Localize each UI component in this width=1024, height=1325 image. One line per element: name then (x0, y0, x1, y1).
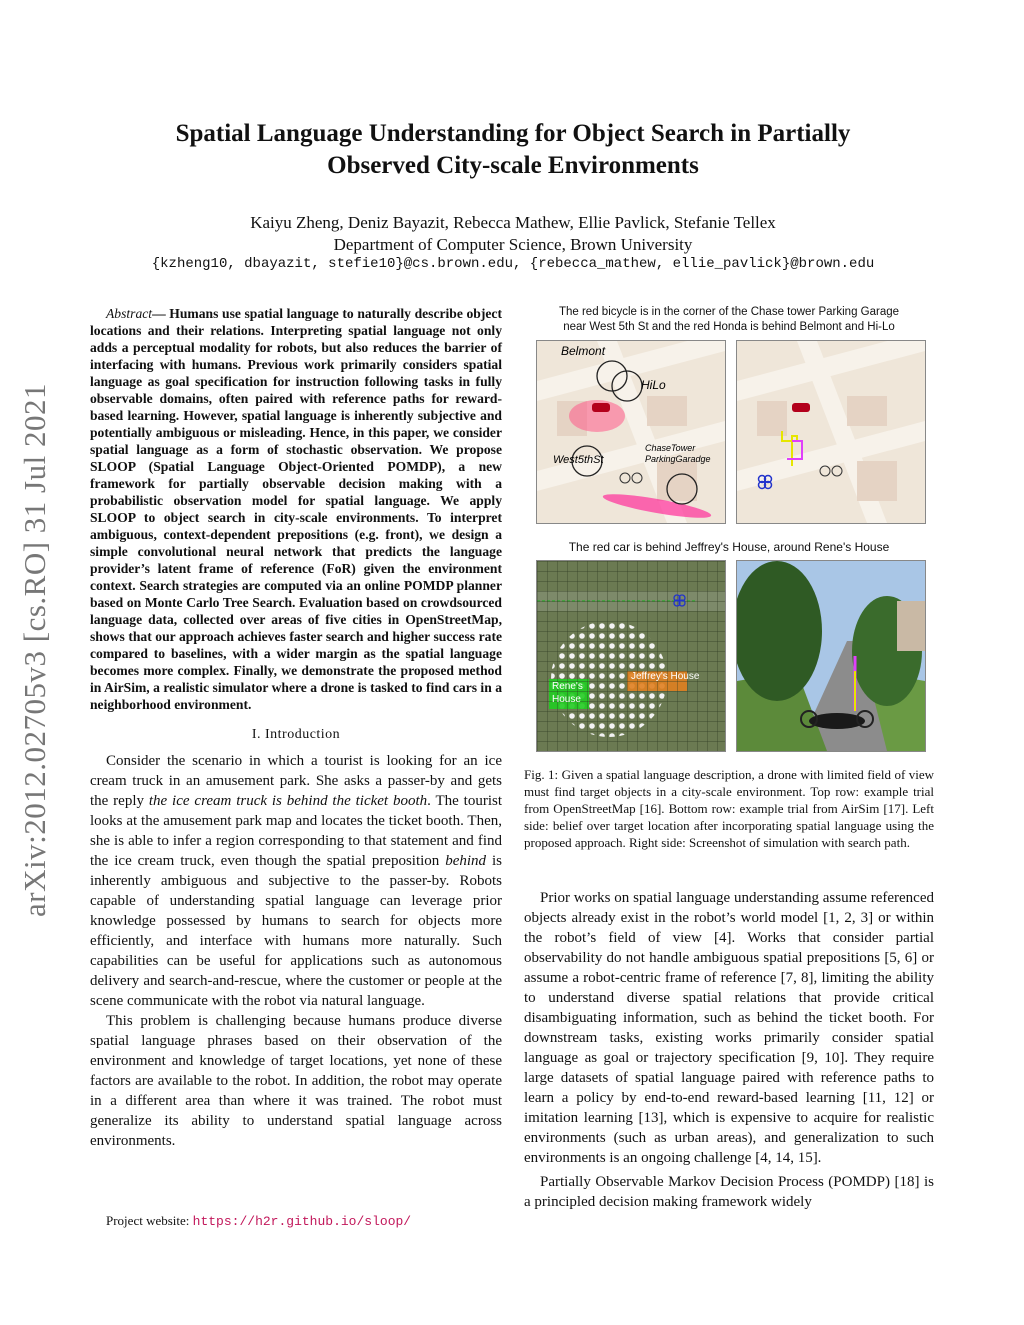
osm-belief-map (536, 340, 726, 524)
affiliation: Department of Computer Science, Brown University (333, 235, 693, 254)
intro-p1-b: . The tourist looks at the amusement park map and locates the ticket booth. Then, she is able to infer a region corresponding to that statement and find the ice cream truck, even though the spatial preposition (90, 793, 502, 869)
arxiv-id: arXiv:2012.02705v3 [cs.RO] 31 Jul 2021 (17, 383, 52, 917)
title-line-1: Spatial Language Understanding for Object Search in Partially (175, 120, 851, 147)
figure-top-caption-line1: The red bicycle is in the corner of the Chase tower Parking Garage (558, 306, 900, 318)
intro-p1-a: Consider the scenario in which a tourist is looking for an ice cream truck in an amusement park. She asks a passer-by and gets the reply (90, 753, 502, 809)
arxiv-sidebar (10, 360, 60, 940)
abstract-text: — Humans use spatial language to naturally describe object locations and their relations. Interpreting spatial language not only adds a perceptual modality for robots, but also reduces the barrier of interfacing with humans. Previous work primarily considers spatial language as goal specification for instruction following tasks in fully observable domains, often paired with reference paths for reward-based learning. However, spatial language is inherently subjective and potentially ambiguous or misleading. Hence, in this paper, we consider spatial language as a form of stochastic observation. We propose SLOOP (Spatial Language Object-Oriented POMDP), a new framework for partially observable decision making with a probabilistic observation model for spatial language. We apply SLOOP to object search in city-scale environments. To interpret ambiguous, context-dependent prepositions (e.g. front), we design a simple convolutional neural network that predicts the language provider’s latent frame of reference (FoR) given the environment context. Search strategies are computed via an online POMDP planner based on Monte Carlo Tree Search. Evaluation based on crowdsourced language data, collected over areas of five cities in OpenStreetMap, shows that our approach achieves faster search and higher success rate compared to baselines, with a wider margin as the spatial language becomes more complex. Finally, we demonstrate the proposed method in AirSim, a realistic simulator where a drone is tasked to find cars in a neighborhood environment. (90, 306, 502, 712)
intro-p1-em2: behind (445, 853, 487, 869)
paper-title (100, 118, 926, 182)
title-line-2: Observed City-scale Environments (327, 152, 699, 179)
figure-bottom-caption: The red car is behind Jeffrey's House, around Rene's House (568, 540, 890, 554)
project-link[interactable]: https://h2r.github.io/sloop/ (192, 1214, 412, 1229)
right-paragraph-2: Partially Observable Markov Decision Process (POMDP) [18] is a principled decision making framework widely (524, 1174, 934, 1210)
label-hilo: HiLo (641, 378, 666, 392)
label-belmont: Belmont (561, 344, 606, 358)
abstract-label: Abstract (106, 306, 153, 321)
osm-search-svg (737, 341, 925, 523)
intro-p1-em: the ice cream truck is behind the ticket booth (148, 793, 428, 809)
osm-belief-svg (537, 341, 725, 523)
airsim-belief-svg (537, 561, 725, 751)
footnote (106, 1213, 411, 1229)
label-chase-tower: ChaseTower (645, 443, 696, 453)
airsim-screenshot (736, 560, 926, 752)
intro-paragraph-2: This problem is challenging because humans produce diverse spatial language phrases based on their observation of the environment and knowledge of target locations, yet none of these factors are available to the robot. In addition, the robot may operate in a different area than where it was trained. The robot must generalize its ability to understand spatial language across environments. (90, 1013, 502, 1149)
osm-search-path-map (736, 340, 926, 524)
label-jeffreys-house: Jeffrey's House (631, 671, 700, 682)
figure-top-caption (524, 305, 934, 335)
intro-paragraph-1 (90, 751, 502, 1011)
airsim-belief-map (536, 560, 726, 752)
figure-caption: Fig. 1: Given a spatial language description, a drone with limited field of view must find target objects in a city-scale environment. Top row: example trial from OpenStreetMap [16]. Bottom row: example trial from AirSim [17]. Left side: belief over target location after incorporating spatial language using the proposed approach. Right side: Screenshot of simulation with search path. (524, 767, 934, 850)
airsim-screenshot-svg (737, 561, 925, 751)
abstract (90, 305, 502, 713)
label-renes: Rene's (552, 681, 583, 692)
emails: {kzheng10, dbayazit, stefie10}@cs.brown.edu, {rebecca_mathew, ellie_pavlick}@brown.edu (151, 256, 875, 272)
footnote-label: Project website: (106, 1213, 193, 1228)
author-block (100, 212, 926, 256)
label-parking: ParkingGaradge (645, 454, 711, 464)
left-column (90, 305, 502, 1151)
right-paragraph-1: Prior works on spatial language understanding assume referenced objects already exist in the robot’s world model [1, 2, 3] or within the robot’s field of view [4]. Works that consider partial observability do not handle ambiguous spatial prepositions [5, 6] or assume a robot-centric frame of reference [7, 8], limiting the ability to understand diverse spatial relations that provide critical disambiguating information, such as behind the ticket booth. For downstream tasks, existing works primarily consider spatial language as goal or trajectory specification [9, 10]. They require large datasets of spatial language paired with reference paths to learn a policy by end-to-end reward-based learning [11, 12] or imitation learning [13], which is expensive to acquire for realistic environments (such as urban areas), and generalization to such environments is an ongoing challenge [4, 14, 15]. (524, 890, 934, 1166)
right-column (524, 888, 934, 1212)
label-house: House (552, 694, 581, 705)
figure-top-caption-line2: near West 5th St and the red Honda is behind Belmont and Hi-Lo (563, 321, 895, 333)
intro-p1-c: is inherently ambiguous and subjective to the passer-by. Robots capable of understanding spatial language can leverage prior knowledge possessed by humans to search for objects more efficiently, and interface with humans more naturally. Such capabilities can be useful for applications such as autonomous delivery and search-and-rescue, where the customer or people at the scene communicate with the robot via natural language. (90, 853, 502, 1009)
authors: Kaiyu Zheng, Deniz Bayazit, Rebecca Mathew, Ellie Pavlick, Stefanie Tellex (250, 213, 776, 232)
label-west5th: West5thSt (553, 454, 604, 466)
section-heading-intro: I. Introduction (251, 727, 341, 742)
